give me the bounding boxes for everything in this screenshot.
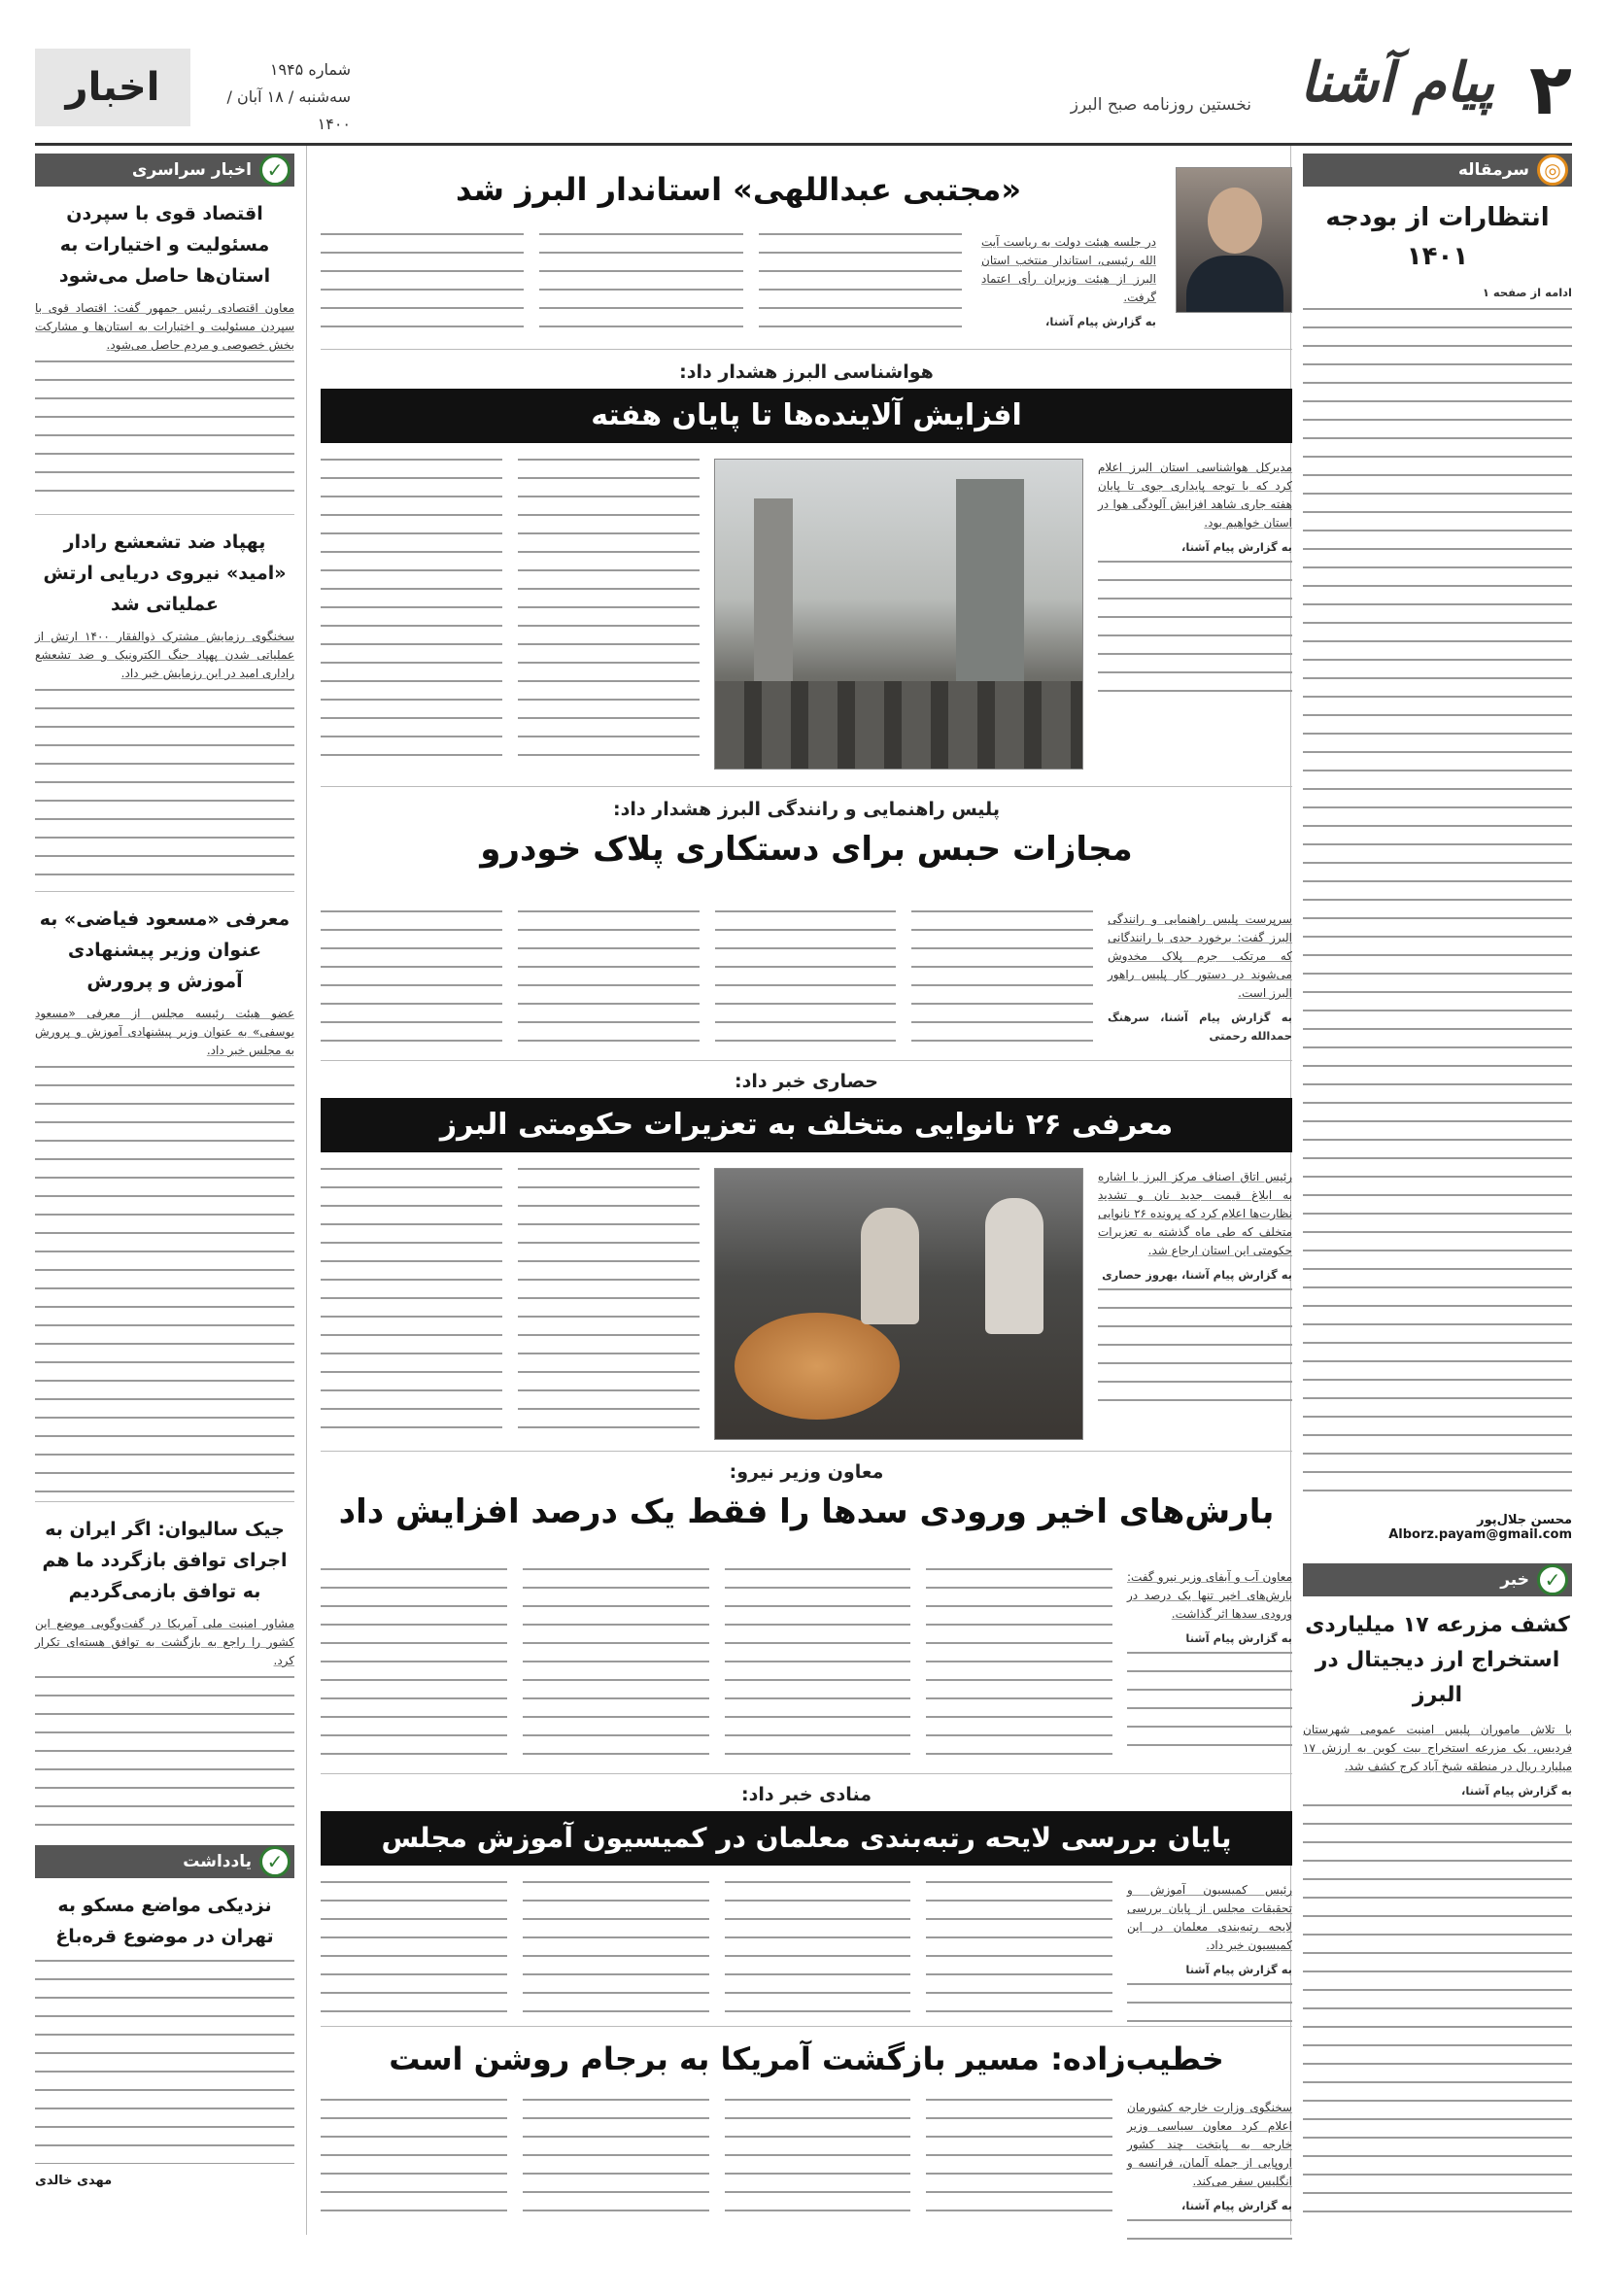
story-lead: در جلسه هیئت دولت به ریاست آیت الله رئیسی، استاندار منتخب استان البرز از هیئت وزیران رأی اعتماد گرفت. <box>981 235 1156 304</box>
news-lead: با تلاش ماموران پلیس امنیت عمومی شهرستان فردیس، یک مزرعه استخراج بیت کوین به ارزش ۱۷ میلیارد ریال در منطقه شیخ آباد کرج کشف شد. <box>1303 1723 1572 1773</box>
editorial-title: انتظارات از بودجه ۱۴۰۱ <box>1325 203 1550 271</box>
news-body <box>1303 1804 1572 2222</box>
national-item <box>35 1501 294 1832</box>
news-heading: ✓ خبر <box>1303 1563 1572 1596</box>
national-item <box>35 891 294 1493</box>
story-kicker: منادی خبر داد: <box>741 1784 872 1805</box>
national-item-title: اقتصاد قوی با سپردن مسئولیت و اختیارات به استان‌ها حاصل می‌شود <box>58 203 271 287</box>
logo: پیام آشنا <box>1299 51 1494 115</box>
news-title: کشف مزرعه ۱۷ میلیاردی استخراج ارز دیجیتال در البرز <box>1305 1613 1570 1707</box>
right-column <box>1290 146 1572 2235</box>
national-item-lead: مشاور امنیت ملی آمریکا در گفت‌وگویی موضع این کشور را راجع به بازگشت به توافق هسته‌ای تکرار کرد. <box>35 1617 294 1667</box>
national-item <box>35 198 294 506</box>
story-jcpoa: خطیب‌زاده: مسیر بازگشت آمریکا به برجام روشن است سخنگوی وزارت خارجه کشورمان اعلام کرد معاون سیاسی وزیر خارجه به پایتخت چند کشور اروپایی از جمله آلمان، فرانسه و انگلیس سفر می‌کند. به گزارش پیام آشنا، <box>321 2037 1292 2231</box>
story-lead: سرپرست پلیس راهنمایی و رانندگی البرز گفت: برخورد جدی با رانندگانی که مرتکب جرم پلاک مخدوش می‌شوند در دستور کار پلیس راهور البرز است. <box>1108 912 1292 1000</box>
traffic-photo <box>714 459 1083 770</box>
story-title: مجازات حبس برای دستکاری پلاک خودرو <box>480 830 1133 869</box>
bakery-photo <box>714 1168 1083 1440</box>
news-first: به گزارش پیام آشنا، <box>1461 1784 1572 1798</box>
national-item-title: معرفی «مسعود فیاضی» به عنوان وزیر پیشنهادی آموزش و پرورش <box>39 908 291 992</box>
national-item-lead: عضو هیئت رئیسه مجلس از معرفی «مسعود یوسفی» به عنوان وزیر پیشنهادی آموزش و پرورش به مجلس خبر داد. <box>35 1007 294 1057</box>
main-column <box>321 146 1292 2235</box>
tagline: نخستین روزنامه صبح البرز <box>1070 95 1251 115</box>
story-title: «مجتبی عبداللهی» استاندار البرز شد <box>456 171 1021 208</box>
story-governor: «مجتبی عبداللهی» استاندار البرز شد در جلسه هیئت دولت به ریاست آیت الله رئیسی، استاندار منتخب استان البرز از هیئت وزیران رأی اعتماد گرفت. به گزارش پیام آشنا، <box>321 155 1292 350</box>
masthead <box>35 39 1572 146</box>
note-heading: ✓ یادداشت <box>35 1845 294 1878</box>
check-icon: ✓ <box>259 154 291 186</box>
story-teachers: منادی خبر داد: پایان بررسی لایحه رتبه‌بندی معلمان در کمیسیون آموزش مجلس رئیس کمیسیون آموزش و تحقیقات مجلس از پایان بررسی لایحه رتبه‌بندی معلمان در این کمیسیون خبر داد. به گزارش پیام آشنا <box>321 1784 1292 2027</box>
story-bakeries: حصاری خبر داد: معرفی ۲۶ نانوایی متخلف به تعزیرات حکومتی البرز رئیس اتاق اصناف مرکز البرز با اشاره به ابلاغ قیمت جدید نان و تشدید نظارت‌ها اعلام کرد که پرونده ۲۶ نانوایی متخلف که طی ماه گذشته به تعزیرات حکومتی این استان ارجاع شد. به گزارش پیام آشنا، بهروز حصاری <box>321 1071 1292 1452</box>
national-news-heading: ✓ اخبار سراسری <box>35 154 294 187</box>
story-banner: معرفی ۲۶ نانوایی متخلف به تعزیرات حکومتی البرز <box>321 1098 1292 1152</box>
issue-date: سه‌شنبه / ۱۸ آبان / ۱۴۰۰ <box>226 87 351 133</box>
story-lead: مدیرکل هواشناسی استان البرز اعلام کرد که با توجه پایداری جوی تا پایان هفته جاری شاهد افزایش آلودگی هوا در استان خواهیم بود. <box>1098 461 1292 530</box>
issue-number: شماره ۱۹۴۵ <box>269 60 351 79</box>
national-item <box>35 514 294 883</box>
story-lead: رئیس اتاق اصناف مرکز البرز با اشاره به ابلاغ قیمت جدید نان و تشدید نظارت‌ها اعلام کرد که پرونده ۲۶ نانوایی متخلف که طی ماه گذشته به تعزیرات حکومتی این استان ارجاع شد. <box>1098 1170 1292 1257</box>
national-item-lead: معاون اقتصادی رئیس جمهور گفت: اقتصاد قوی با سپردن مسئولیت و اختیارات به استان‌ها و مشارکت بخش خصوصی و مردم حاصل می‌شود. <box>35 301 294 352</box>
note-title: نزدیکی مواضع مسکو به تهران در موضوع قره‌باغ <box>55 1895 274 1947</box>
editorial-email: Alborz.payam@gmail.com <box>1388 1527 1572 1542</box>
section-tag: اخبار <box>35 49 190 126</box>
editorial-author: محسن جلال‌پور <box>1477 1513 1572 1527</box>
story-dams: معاون وزیر نیرو: بارش‌های اخیر ورودی سدها را فقط یک درصد افزایش داد معاون آب و آبفای وزیر نیرو گفت: بارش‌های اخیر تنها یک درصد در ورودی سدها اثر گذاشت. به گزارش پیام آشنا <box>321 1461 1292 1774</box>
story-title: خطیب‌زاده: مسیر بازگشت آمریکا به برجام روشن است <box>389 2040 1224 2077</box>
story-lead: معاون آب و آبفای وزیر نیرو گفت: بارش‌های اخیر تنها یک درصد در ورودی سدها اثر گذاشت. <box>1127 1570 1292 1621</box>
target-icon: ◎ <box>1537 154 1568 186</box>
editorial-body <box>1303 308 1572 1503</box>
page-number: ۲ <box>1529 49 1572 130</box>
check-icon: ✓ <box>1537 1564 1568 1595</box>
story-banner: افزایش آلاینده‌ها تا پایان هفته <box>321 389 1292 443</box>
editorial-cont: ادامه از صفحه ۱ <box>1482 286 1572 299</box>
left-column <box>35 146 307 2235</box>
story-lead: سخنگوی وزارت خارجه کشورمان اعلام کرد معاون سیاسی وزیر خارجه به پایتخت چند کشور اروپایی از جمله آلمان، فرانسه و انگلیس سفر می‌کند. <box>1127 2101 1292 2188</box>
story-kicker: حصاری خبر داد: <box>734 1071 878 1092</box>
issue-info <box>205 56 351 138</box>
editorial-heading: ◎ سرمقاله <box>1303 154 1572 187</box>
story-banner: پایان بررسی لایحه رتبه‌بندی معلمان در کمیسیون آموزش مجلس <box>321 1811 1292 1866</box>
note-author: مهدی خالدی <box>35 2174 113 2188</box>
story-pollution: هواشناسی البرز هشدار داد: افزایش آلاینده‌ها تا پایان هفته مدیرکل هواشناسی استان البرز اعلام کرد که با توجه پایداری جوی تا پایان هفته جاری شاهد افزایش آلودگی هوا در استان خواهیم بود. به گزارش پیام آشنا، <box>321 361 1292 787</box>
story-kicker: پلیس راهنمایی و رانندگی البرز هشدار داد: <box>613 799 1000 820</box>
story-kicker: هواشناسی البرز هشدار داد: <box>679 361 934 383</box>
governor-photo <box>1176 167 1292 313</box>
story-license-plate: پلیس راهنمایی و رانندگی البرز هشدار داد: مجازات حبس برای دستکاری پلاک خودرو سرپرست پلیس راهنمایی و رانندگی البرز گفت: برخورد جدی با رانندگانی که مرتکب جرم پلاک مخدوش می‌شوند در دستور کار پلیس راهور البرز است. به گزارش پیام آشنا، سرهنگ حمدالله رحمتی <box>321 799 1292 1061</box>
check-icon: ✓ <box>259 1846 291 1877</box>
story-kicker: معاون وزیر نیرو: <box>729 1461 884 1483</box>
story-lead: رئیس کمیسیون آموزش و تحقیقات مجلس از پایان بررسی لایحه رتبه‌بندی معلمان در این کمیسیون خبر داد. <box>1127 1883 1292 1952</box>
national-item-lead: سخنگوی رزمایش مشترک ذوالفقار ۱۴۰۰ ارتش از عملیاتی شدن پهپاد جنگ الکترونیک و ضد تشعشع راداری امید در این رزمایش خبر داد. <box>35 630 294 680</box>
national-item-title: جیک سالیوان: اگر ایران به اجرای توافق بازگردد ما هم به توافق بازمی‌گردیم <box>42 1519 288 1602</box>
national-item-title: پهپاد ضد تشعشع رادار «امید» نیروی دریایی ارتش عملیاتی شد <box>43 531 287 615</box>
story-title: بارش‌های اخیر ورودی سدها را فقط یک درصد افزایش داد <box>338 1492 1275 1531</box>
